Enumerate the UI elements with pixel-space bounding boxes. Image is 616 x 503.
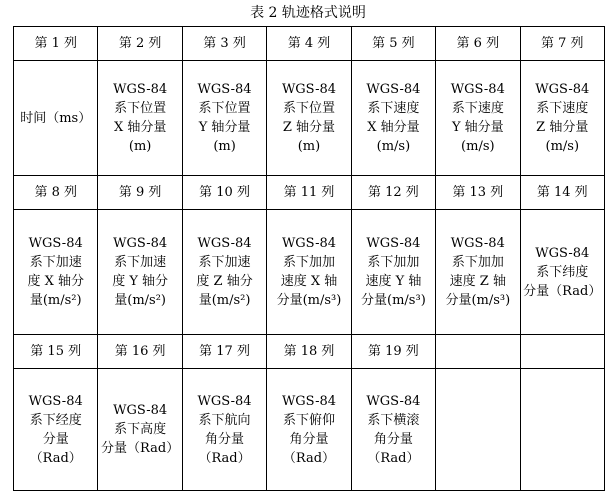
- column-description: WGS-84 系下速度 Y 轴分量 (m/s): [436, 61, 520, 176]
- column-description: WGS-84 系下速度 Z 轴分量 (m/s): [520, 61, 604, 176]
- column-header: 第 2 列: [98, 27, 182, 61]
- column-header: 第 16 列: [98, 335, 182, 369]
- column-description: 时间（ms）: [14, 61, 98, 176]
- empty-cell: [520, 335, 604, 369]
- column-header: 第 14 列: [520, 176, 604, 210]
- column-header: 第 17 列: [182, 335, 266, 369]
- column-header: 第 6 列: [436, 27, 520, 61]
- column-description: WGS-84 系下加加 速度 Y 轴 分量(m/s³): [351, 210, 435, 335]
- column-header: 第 1 列: [14, 27, 98, 61]
- empty-cell: [436, 369, 520, 491]
- column-description: WGS-84 系下加加 速度 Z 轴 分量(m/s³): [436, 210, 520, 335]
- column-header: 第 10 列: [182, 176, 266, 210]
- column-description: WGS-84 系下加速 度 Y 轴分 量(m/s²): [98, 210, 182, 335]
- column-description: WGS-84 系下加速 度 X 轴分 量(m/s²): [14, 210, 98, 335]
- format-table: [13, 26, 605, 491]
- column-description: WGS-84 系下位置 Y 轴分量 (m): [182, 61, 266, 176]
- column-description: WGS-84 系下加加 速度 X 轴 分量(m/s³): [267, 210, 351, 335]
- column-description: WGS-84 系下经度 分量 （Rad）: [14, 369, 98, 491]
- column-description: WGS-84 系下横滚 角分量 （Rad）: [351, 369, 435, 491]
- empty-cell: [436, 335, 520, 369]
- column-header: 第 11 列: [267, 176, 351, 210]
- column-description: WGS-84 系下纬度 分量（Rad）: [520, 210, 604, 335]
- header-row-1: [14, 27, 605, 61]
- column-description: WGS-84 系下位置 Z 轴分量 (m): [267, 61, 351, 176]
- column-description: WGS-84 系下加速 度 Z 轴分 量(m/s²): [182, 210, 266, 335]
- content-row-2: [14, 210, 605, 335]
- column-header: 第 15 列: [14, 335, 98, 369]
- column-header: 第 3 列: [182, 27, 266, 61]
- column-header: 第 5 列: [351, 27, 435, 61]
- column-description: WGS-84 系下位置 X 轴分量 (m): [98, 61, 182, 176]
- column-header: 第 7 列: [520, 27, 604, 61]
- column-description: WGS-84 系下俯仰 角分量 （Rad）: [267, 369, 351, 491]
- header-row-3: [14, 335, 605, 369]
- content-row-3: [14, 369, 605, 491]
- column-header: 第 12 列: [351, 176, 435, 210]
- column-header: 第 8 列: [14, 176, 98, 210]
- column-description: WGS-84 系下航向 角分量 （Rad）: [182, 369, 266, 491]
- header-row-2: [14, 176, 605, 210]
- content-row-1: [14, 61, 605, 176]
- column-header: 第 9 列: [98, 176, 182, 210]
- column-description: WGS-84 系下速度 X 轴分量 (m/s): [351, 61, 435, 176]
- column-header: 第 4 列: [267, 27, 351, 61]
- column-header: 第 13 列: [436, 176, 520, 210]
- empty-cell: [520, 369, 604, 491]
- column-description: WGS-84 系下高度 分量（Rad）: [98, 369, 182, 491]
- column-header: 第 19 列: [351, 335, 435, 369]
- column-header: 第 18 列: [267, 335, 351, 369]
- table-caption: 表 2 轨迹格式说明: [250, 5, 366, 21]
